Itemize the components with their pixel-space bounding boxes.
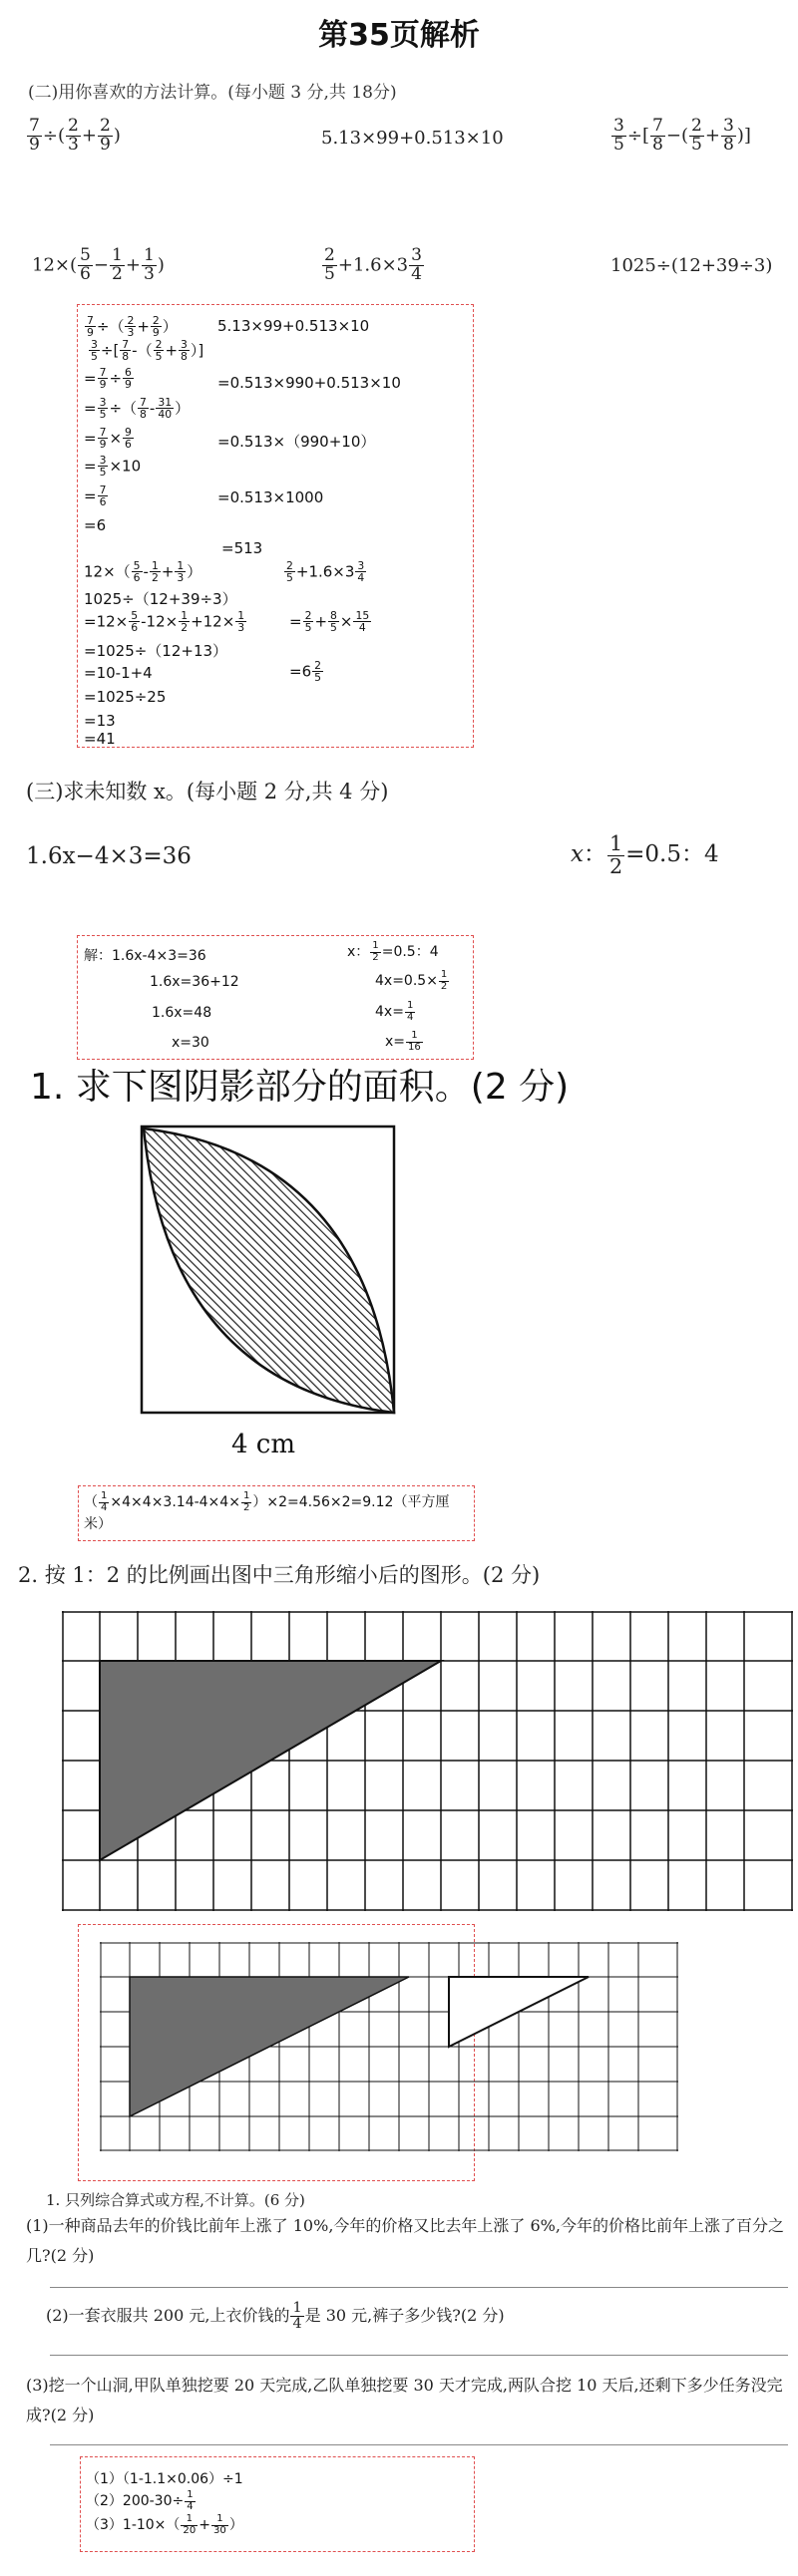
grid-original — [62, 1611, 794, 1912]
answer-line: = $\frac{3}{5}$ ÷（ $\frac{7}{8}$ - $\frac{31}{40}$ ） — [84, 396, 191, 422]
area-answer: （ $\frac{1}{4}$ ×4×4×3.14-4×4× $\frac{1}{2}$ ）×2=4.56×2=9.12（平方厘米） — [84, 1490, 450, 1533]
page-title: 第35页解析 — [318, 18, 480, 53]
answer-line: =0.513×1000 — [217, 488, 324, 506]
answer-line: =1025÷（12+13） — [84, 642, 228, 660]
answer-line: $\frac{7}{9}$ ÷（ $\frac{2}{3}$ + $\frac{2}{9}$ ） — [87, 314, 178, 340]
answer-line: 5.13×99+0.513×10 — [217, 317, 370, 335]
equation-1: 1.6x−4×3=36 — [26, 843, 192, 869]
answer-line: =10-1+4 — [84, 664, 153, 682]
problem-6: 1025÷(12+39÷3) — [610, 255, 773, 276]
answer-line: =0.513×（990+10） — [217, 433, 376, 451]
section-2-heading: (二)用你喜欢的方法计算。(每小题 3 分,共 18分) — [28, 83, 397, 103]
answer-line: 4x=0.5× $\frac{1}{2}$ — [375, 969, 448, 992]
answer-line: =12× $\frac{5}{6}$ -12× $\frac{1}{2}$ +12× $\frac{1}{3}$ — [84, 609, 245, 635]
problem-3: $\frac{3}{5}$ ÷[ $\frac{7}{8}$ −( $\frac{2}{5}$ + $\frac{3}{8}$ )] — [613, 116, 751, 155]
answer-line: 解：1.6x-4×3=36 — [84, 948, 206, 964]
answer-line: =6 $\frac{2}{5}$ — [289, 659, 321, 685]
answer-line: =0.513×990+0.513×10 — [217, 374, 401, 392]
answer-line: = $\frac{2}{5}$ + $\frac{8}{5}$ × $\frac{15}{4}$ — [289, 609, 370, 635]
answer-line: 1.6x=36+12 — [150, 974, 239, 990]
problem-2: 5.13×99+0.513×10 — [321, 128, 504, 149]
question-3-part-1: (1)一种商品去年的价钱比前年上涨了 10%,今年的价格又比去年上涨了 6%,今年的价格比前年上涨了百分之几?(2 分) — [26, 2216, 784, 2265]
shaded-leaf-figure — [130, 1117, 405, 1416]
problem-4: 12×( $\frac{5}{6}$ − $\frac{1}{2}$ + $\frac{1}{3}$ ) — [32, 245, 165, 284]
answer-line: 4x= $\frac{1}{4}$ — [375, 1000, 414, 1023]
answer-line: 1025÷（12+39÷3） — [84, 590, 237, 608]
answer-line: =41 — [84, 730, 116, 748]
answer-line: $\frac{3}{5}$ ÷[ $\frac{7}{8}$ -（ $\frac{2}{5}$ + $\frac{3}{8}$ ）] — [91, 338, 204, 364]
answer-line: =1025÷25 — [84, 688, 167, 706]
answer-line: = $\frac{7}{9}$ ÷ $\frac{6}{9}$ — [84, 366, 132, 392]
answer-line: = $\frac{7}{9}$ × $\frac{9}{6}$ — [84, 426, 132, 452]
question-2-heading: 2. 按 1：2 的比例画出图中三角形缩小后的图形。(2 分) — [18, 1563, 541, 1587]
answer-line: （2）200-30÷ $\frac{1}{4}$ — [86, 2489, 194, 2512]
grid-answer — [100, 1942, 678, 2151]
dimension-label: 4 cm — [231, 1430, 296, 1459]
answer-line: 12×（ $\frac{5}{6}$ - $\frac{1}{2}$ + $\frac{1}{3}$ ） — [84, 559, 202, 585]
question-3-part-2: (2)一套衣服共 200 元,上衣价钱的 $\frac{1}{4}$ 是 30 元,裤子多少钱?(2 分) — [46, 2300, 505, 2333]
answer-line: =6 — [84, 516, 107, 534]
answer-line: =13 — [84, 712, 116, 730]
answer-line-rule — [50, 2355, 788, 2356]
answer-line: x=30 — [172, 1035, 209, 1051]
equation-2: x： $\frac{1}{2}$ =0.5：4 — [571, 831, 719, 878]
answer-line: 1.6x=48 — [152, 1005, 212, 1021]
answer-line: $\frac{2}{5}$ +1.6×3 $\frac{3}{4}$ — [286, 559, 365, 585]
section-3-heading: (三)求未知数 x。(每小题 2 分,共 4 分) — [26, 780, 389, 804]
answer-line: =513 — [221, 539, 263, 557]
question-1-heading: 1. 求下图阴影部分的面积。(2 分) — [30, 1067, 570, 1108]
problem-5: $\frac{2}{5}$ +1.6×3 $\frac{3}{4}$ — [324, 245, 423, 284]
question-3-part-3: (3)挖一个山洞,甲队单独挖要 20 天完成,乙队单独挖要 30 天才完成,两队合挖 10 天后,还剩下多少任务没完成?(2 分) — [26, 2376, 783, 2424]
answer-line: x= $\frac{1}{16}$ — [385, 1030, 421, 1053]
problem-1: $\frac{7}{9}$ ÷( $\frac{2}{3}$ + $\frac{2}{9}$ ) — [29, 116, 121, 155]
answer-line-rule — [50, 2287, 788, 2288]
answer-line: = $\frac{3}{5}$ ×10 — [84, 454, 142, 480]
answer-line: （3）1-10×（ $\frac{1}{20}$ + $\frac{1}{30}$ ） — [86, 2513, 243, 2536]
answer-line: = $\frac{7}{6}$ — [84, 483, 107, 509]
answer-line-rule — [50, 2444, 788, 2445]
answer-line: （1）（1-1.1×0.06）÷1 — [86, 2471, 243, 2487]
question-3-heading: 1. 只列综合算式或方程,不计算。(6 分) — [46, 2191, 305, 2209]
answer-line: x： $\frac{1}{2}$ =0.5：4 — [347, 940, 439, 963]
